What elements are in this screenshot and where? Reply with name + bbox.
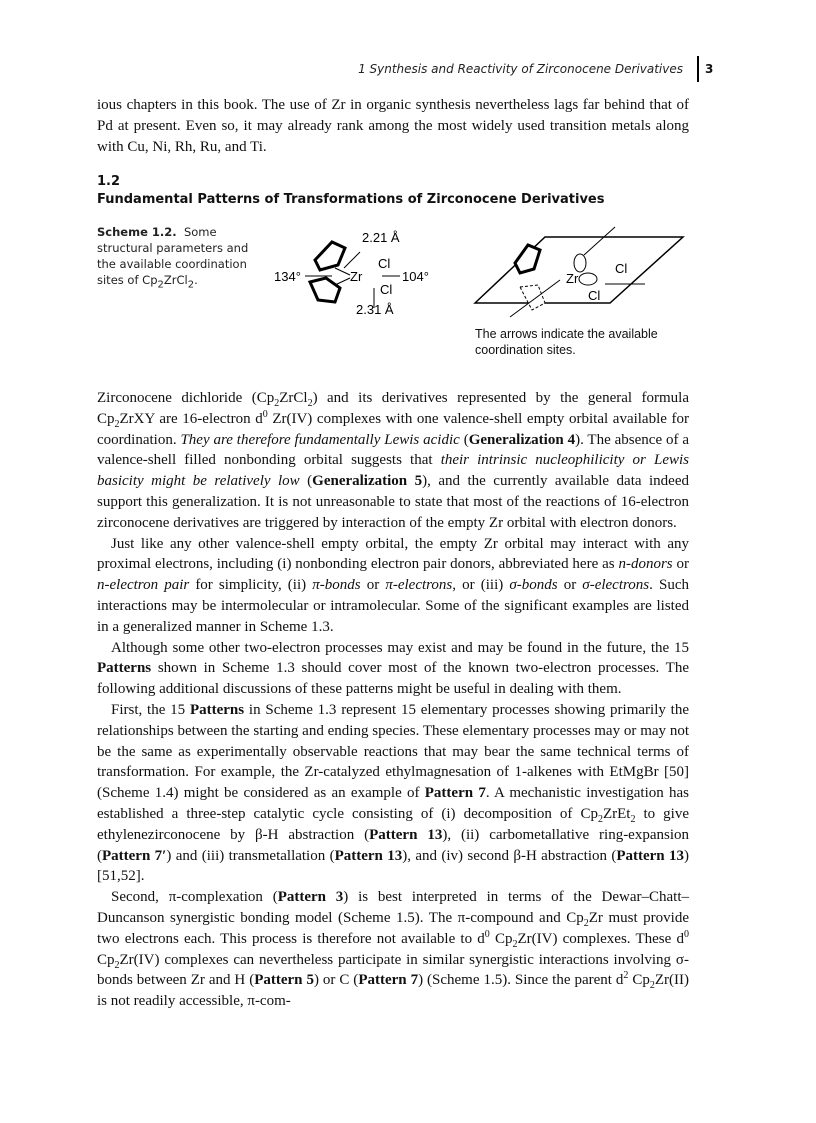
- body-text: [97, 388, 689, 1012]
- text-run: 0: [484, 928, 490, 940]
- text-run: First, the 15: [111, 701, 190, 718]
- text-run: or: [360, 577, 386, 594]
- text-run: Zr(IV) complexes with one valence-shell empty orbital available for coordination.: [97, 410, 690, 448]
- text-run: π-electrons: [385, 577, 453, 594]
- text-run: their intrinsic nucleophilicity or Lewis basicity might be relatively low: [97, 452, 689, 490]
- text-run: ) [51,52].: [97, 847, 690, 885]
- text-run: ZrXY are 16-electron d: [119, 410, 263, 427]
- plane: [475, 237, 683, 303]
- text-run: Zirconocene dichloride (Cp: [97, 390, 275, 406]
- scheme-caption: [97, 224, 257, 291]
- text-run: Second, π-complexation (: [111, 889, 278, 906]
- atom-label: Cl: [378, 256, 391, 271]
- text-run: σ-electrons: [582, 577, 650, 594]
- text-run: ), and the currently available data indeed support this generalization. It is not unreasonable to state that most of the reactions of 16-electron zirconocene derivatives are triggered by interaction of the empty Zr orbital with electron donors.: [97, 473, 689, 531]
- scheme-note: The arrows indicate the available coordination sites.: [475, 327, 658, 357]
- text-run: Pattern 13: [334, 847, 403, 864]
- text-run: 2: [274, 398, 280, 409]
- text-run: Zr must provide two electrons each. This process is therefore not available to d: [97, 909, 689, 947]
- text-run: Pattern 3: [277, 889, 344, 906]
- section-number: 1.2: [97, 174, 121, 189]
- text-run: ious chapters in this book. The use of Zr in organic synthesis nevertheless lags far behind that of Pd at present. Even so, it may already rank among the most widely used transition metals along with Cu, Ni, Rh, Ru, and Ti.: [97, 97, 689, 155]
- distance-label: 2.21 Å: [362, 230, 400, 245]
- text-run: Pattern 7: [424, 785, 486, 802]
- text-run: ) and (iii) transmetallation (: [166, 847, 335, 864]
- caption-sub: 2: [187, 279, 195, 291]
- text-run: 2: [114, 959, 120, 971]
- text-run: Zr(IV) complexes. These d: [517, 930, 684, 947]
- text-run: ) and its derivatives represented by the general formula Cp: [97, 390, 690, 427]
- atom-label: Zr: [350, 269, 363, 284]
- text-run: ZrEt: [602, 805, 631, 822]
- text-run: π-bonds: [312, 577, 361, 594]
- text-run: 2: [630, 813, 636, 825]
- text-run: ), (ii) carbometallative ring-expansion (: [97, 826, 690, 864]
- text-run: Patterns: [97, 660, 152, 677]
- text-run: σ-bonds: [509, 577, 558, 594]
- text-run: Zr(II) is not readily accessible, π-com-: [97, 972, 689, 1010]
- text-run: 0: [683, 928, 689, 940]
- text-run: ) (Scheme 1.5). Since the parent d: [418, 972, 624, 989]
- text-run: Pattern 13: [369, 826, 443, 843]
- text-run: , or (iii): [452, 577, 510, 594]
- text-run: They are therefore fundamentally Lewis acidic: [180, 431, 460, 448]
- text-run: or: [672, 556, 689, 573]
- text-run: (: [459, 431, 469, 448]
- text-run: Cp: [97, 951, 115, 968]
- structure-diagram: [260, 220, 460, 320]
- text-run: 2: [114, 418, 120, 430]
- angle-label: 104°: [402, 269, 429, 284]
- caption-text: .: [194, 273, 198, 287]
- text-run: . Such interactions may be intermolecular or intramolecular. Some of the significant examples are listed in a generalized manner in Scheme 1.3.: [97, 577, 689, 635]
- caption-sub: 2: [157, 279, 164, 291]
- text-run: or: [557, 577, 583, 594]
- text-run: (: [299, 473, 313, 490]
- text-run: 2: [512, 938, 518, 950]
- arrow: [584, 227, 615, 255]
- paragraph: [97, 95, 689, 157]
- text-run: for simplicity, (ii): [189, 577, 313, 594]
- text-run: ), and (iv) second β-H abstraction (: [402, 847, 617, 864]
- running-header: 1 Synthesis and Reactivity of Zirconocene Derivatives: [358, 62, 683, 76]
- text-run: ). The absence of a valence-shell filled nonbonding orbital suggests that: [97, 431, 690, 469]
- text-run: Generalization 5: [312, 473, 423, 490]
- text-run: 2: [623, 970, 629, 982]
- text-run: shown in Scheme 1.3 should cover most of the known two-electron processes. The following additional discussions of these patterns might be useful in dealing with them.: [97, 660, 689, 698]
- text-run: ZrCl: [279, 390, 308, 406]
- text-run: Pattern 13: [616, 847, 685, 864]
- angle-label: 134°: [274, 269, 301, 284]
- text-run: 2: [307, 398, 313, 409]
- caption-text: Some structural parameters and the available coordination sites of Cp: [97, 225, 249, 287]
- text-run: Zr(IV) complexes can nevertheless participate in similar synergistic interactions involving σ-bonds between Zr and H (: [97, 951, 689, 989]
- text-run: 2: [583, 917, 589, 929]
- text-run: ) is best interpreted in terms of the Dewar–Chatt–Duncanson synergistic bonding model (Scheme 1.5). The π-compound and Cp: [97, 889, 689, 926]
- text-run: Cp: [489, 930, 513, 947]
- coordination-plane-diagram: [470, 225, 690, 320]
- text-run: in Scheme 1.3 represent 15 elementary processes showing primarily the relationships between the starting and ending species. These elementary processes may or may not be the same as experimentally observable reactions that may bear the same technical terms of transformation. For example, the Zr-catalyzed ethylmagnesation of 1-alkenes with EtMgBr [50] (Scheme 1.4) might be considered as an example of: [97, 701, 689, 802]
- arrow: [344, 252, 360, 268]
- cp-ring-top: [315, 242, 345, 270]
- text-run: 0: [262, 408, 268, 420]
- section-title: Fundamental Patterns of Transformations of Zirconocene Derivatives: [97, 192, 605, 207]
- text-run: . A mechanistic investigation has established a three-step catalytic cycle consisting of (i) decomposition of Cp: [97, 785, 689, 822]
- atom-label: Cl: [380, 282, 393, 297]
- text-run: 2: [649, 980, 655, 992]
- text-run: n-electron pair: [97, 577, 190, 594]
- text-run: Generalization 4: [468, 431, 576, 448]
- intro-paragraph: [97, 95, 689, 157]
- text-run: ) or C (: [313, 972, 359, 989]
- text-run: Pattern 7′: [102, 847, 167, 864]
- atom-label: Cl: [588, 288, 601, 303]
- cp-ring-top: [515, 245, 540, 273]
- paragraph: [97, 887, 689, 1012]
- text-run: Pattern 7: [358, 972, 419, 989]
- paragraph: [97, 388, 689, 534]
- paragraph: [97, 534, 689, 638]
- header-divider: [697, 56, 699, 82]
- text-run: Cp: [628, 972, 650, 989]
- paragraph: [97, 700, 689, 887]
- text-run: Patterns: [189, 701, 245, 718]
- paragraph: [97, 638, 689, 700]
- text-run: Just like any other valence-shell empty orbital, the empty Zr orbital may interact with any proximal electrons, including (i) nonbonding electron pair donors, abbreviated here as: [97, 535, 689, 573]
- cp-ring-bottom: [310, 278, 340, 302]
- page-number: 3: [705, 62, 714, 76]
- scheme-label: Scheme 1.2.: [97, 225, 177, 239]
- text-run: Pattern 5: [254, 972, 314, 989]
- caption-text: ZrCl: [163, 273, 188, 287]
- text-run: n-donors: [618, 556, 673, 573]
- text-run: to give ethylenezirconocene by β-H abstraction (: [97, 805, 689, 843]
- atom-label: Cl: [615, 261, 628, 276]
- distance-label: 2.31 Å: [356, 302, 394, 317]
- atom-label: Zr: [566, 271, 579, 286]
- text-run: Although some other two-electron processes may exist and may be found in the future, the 15: [111, 639, 689, 656]
- text-run: 2: [597, 813, 603, 825]
